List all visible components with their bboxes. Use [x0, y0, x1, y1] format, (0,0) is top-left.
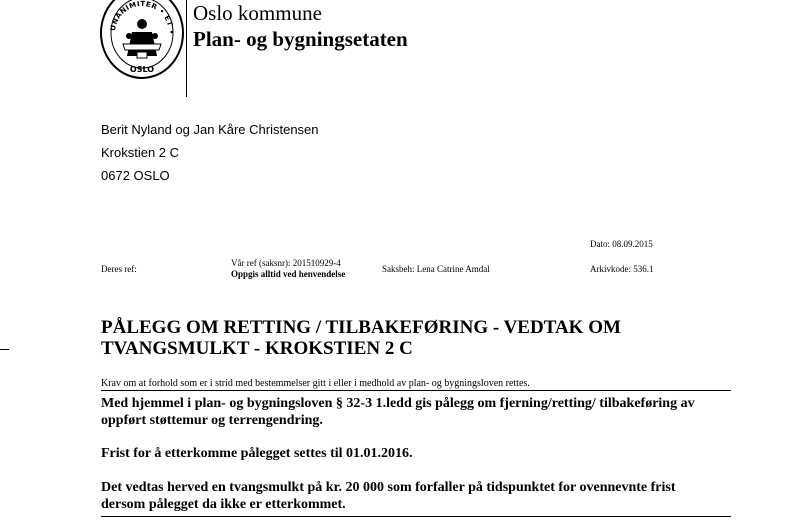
margin-mark: [0, 349, 9, 350]
recipient-name: Berit Nyland og Jan Kåre Christensen: [101, 122, 319, 137]
svg-text:UNANIMITER • ET • CONSTANTER: UNANIMITER • ET •: [108, 0, 176, 35]
svg-text:OSLO: OSLO: [129, 65, 155, 74]
bottom-divider: [101, 516, 731, 517]
oslo-seal-logo: [99, 0, 185, 80]
document-title-line-2: TVANGSMULKT - KROKSTIEN 2 C: [101, 338, 413, 359]
summary-text: Krav om at forhold som er i strid med bestemmelser gitt i eller i medhold av plan- og bygningsloven rettes.: [101, 378, 530, 389]
order-paragraph: [101, 395, 695, 429]
organization-name: Oslo kommune: [193, 1, 322, 25]
document-title-line-1: PÅLEGG OM RETTING / TILBAKEFØRING - VEDTAK OM: [101, 317, 621, 338]
letter-date: Dato: 08.09.2015: [590, 239, 653, 249]
archive-code: Arkivkode: 536.1: [590, 264, 654, 274]
order-paragraph-line-1: Med hjemmel i plan- og bygningsloven § 32-3 1.ledd gis pålegg om fjerning/retting/ tilbakeføring av: [101, 396, 695, 411]
deadline-paragraph: Frist for å etterkomme pålegget settes til 01.01.2016.: [101, 446, 413, 461]
document-title: [101, 317, 621, 359]
penalty-paragraph-line-1: Det vedtas herved en tvangsmulkt på kr. 20 000 som forfaller på tidspunktet for ovennevnte frist: [101, 480, 676, 495]
department-name: Plan- og bygningsetaten: [193, 27, 408, 51]
recipient-postal: 0672 OSLO: [101, 168, 170, 183]
our-reference: Vår ref (saksnr): 201510929-4: [231, 258, 341, 268]
header-divider: [186, 0, 187, 97]
penalty-paragraph-line-2: dersom pålegget da ikke er etterkommet.: [101, 497, 346, 512]
order-paragraph-line-2: oppført støttemur og terrengendring.: [101, 413, 323, 428]
your-reference: Deres ref:: [101, 264, 137, 274]
summary-divider: [101, 390, 731, 391]
our-reference-note: Oppgis alltid ved henvendelse: [231, 269, 346, 279]
recipient-street: Krokstien 2 C: [101, 145, 180, 160]
case-handler: Saksbeh: Lena Catrine Amdal: [382, 264, 490, 274]
penalty-paragraph: [101, 479, 676, 513]
